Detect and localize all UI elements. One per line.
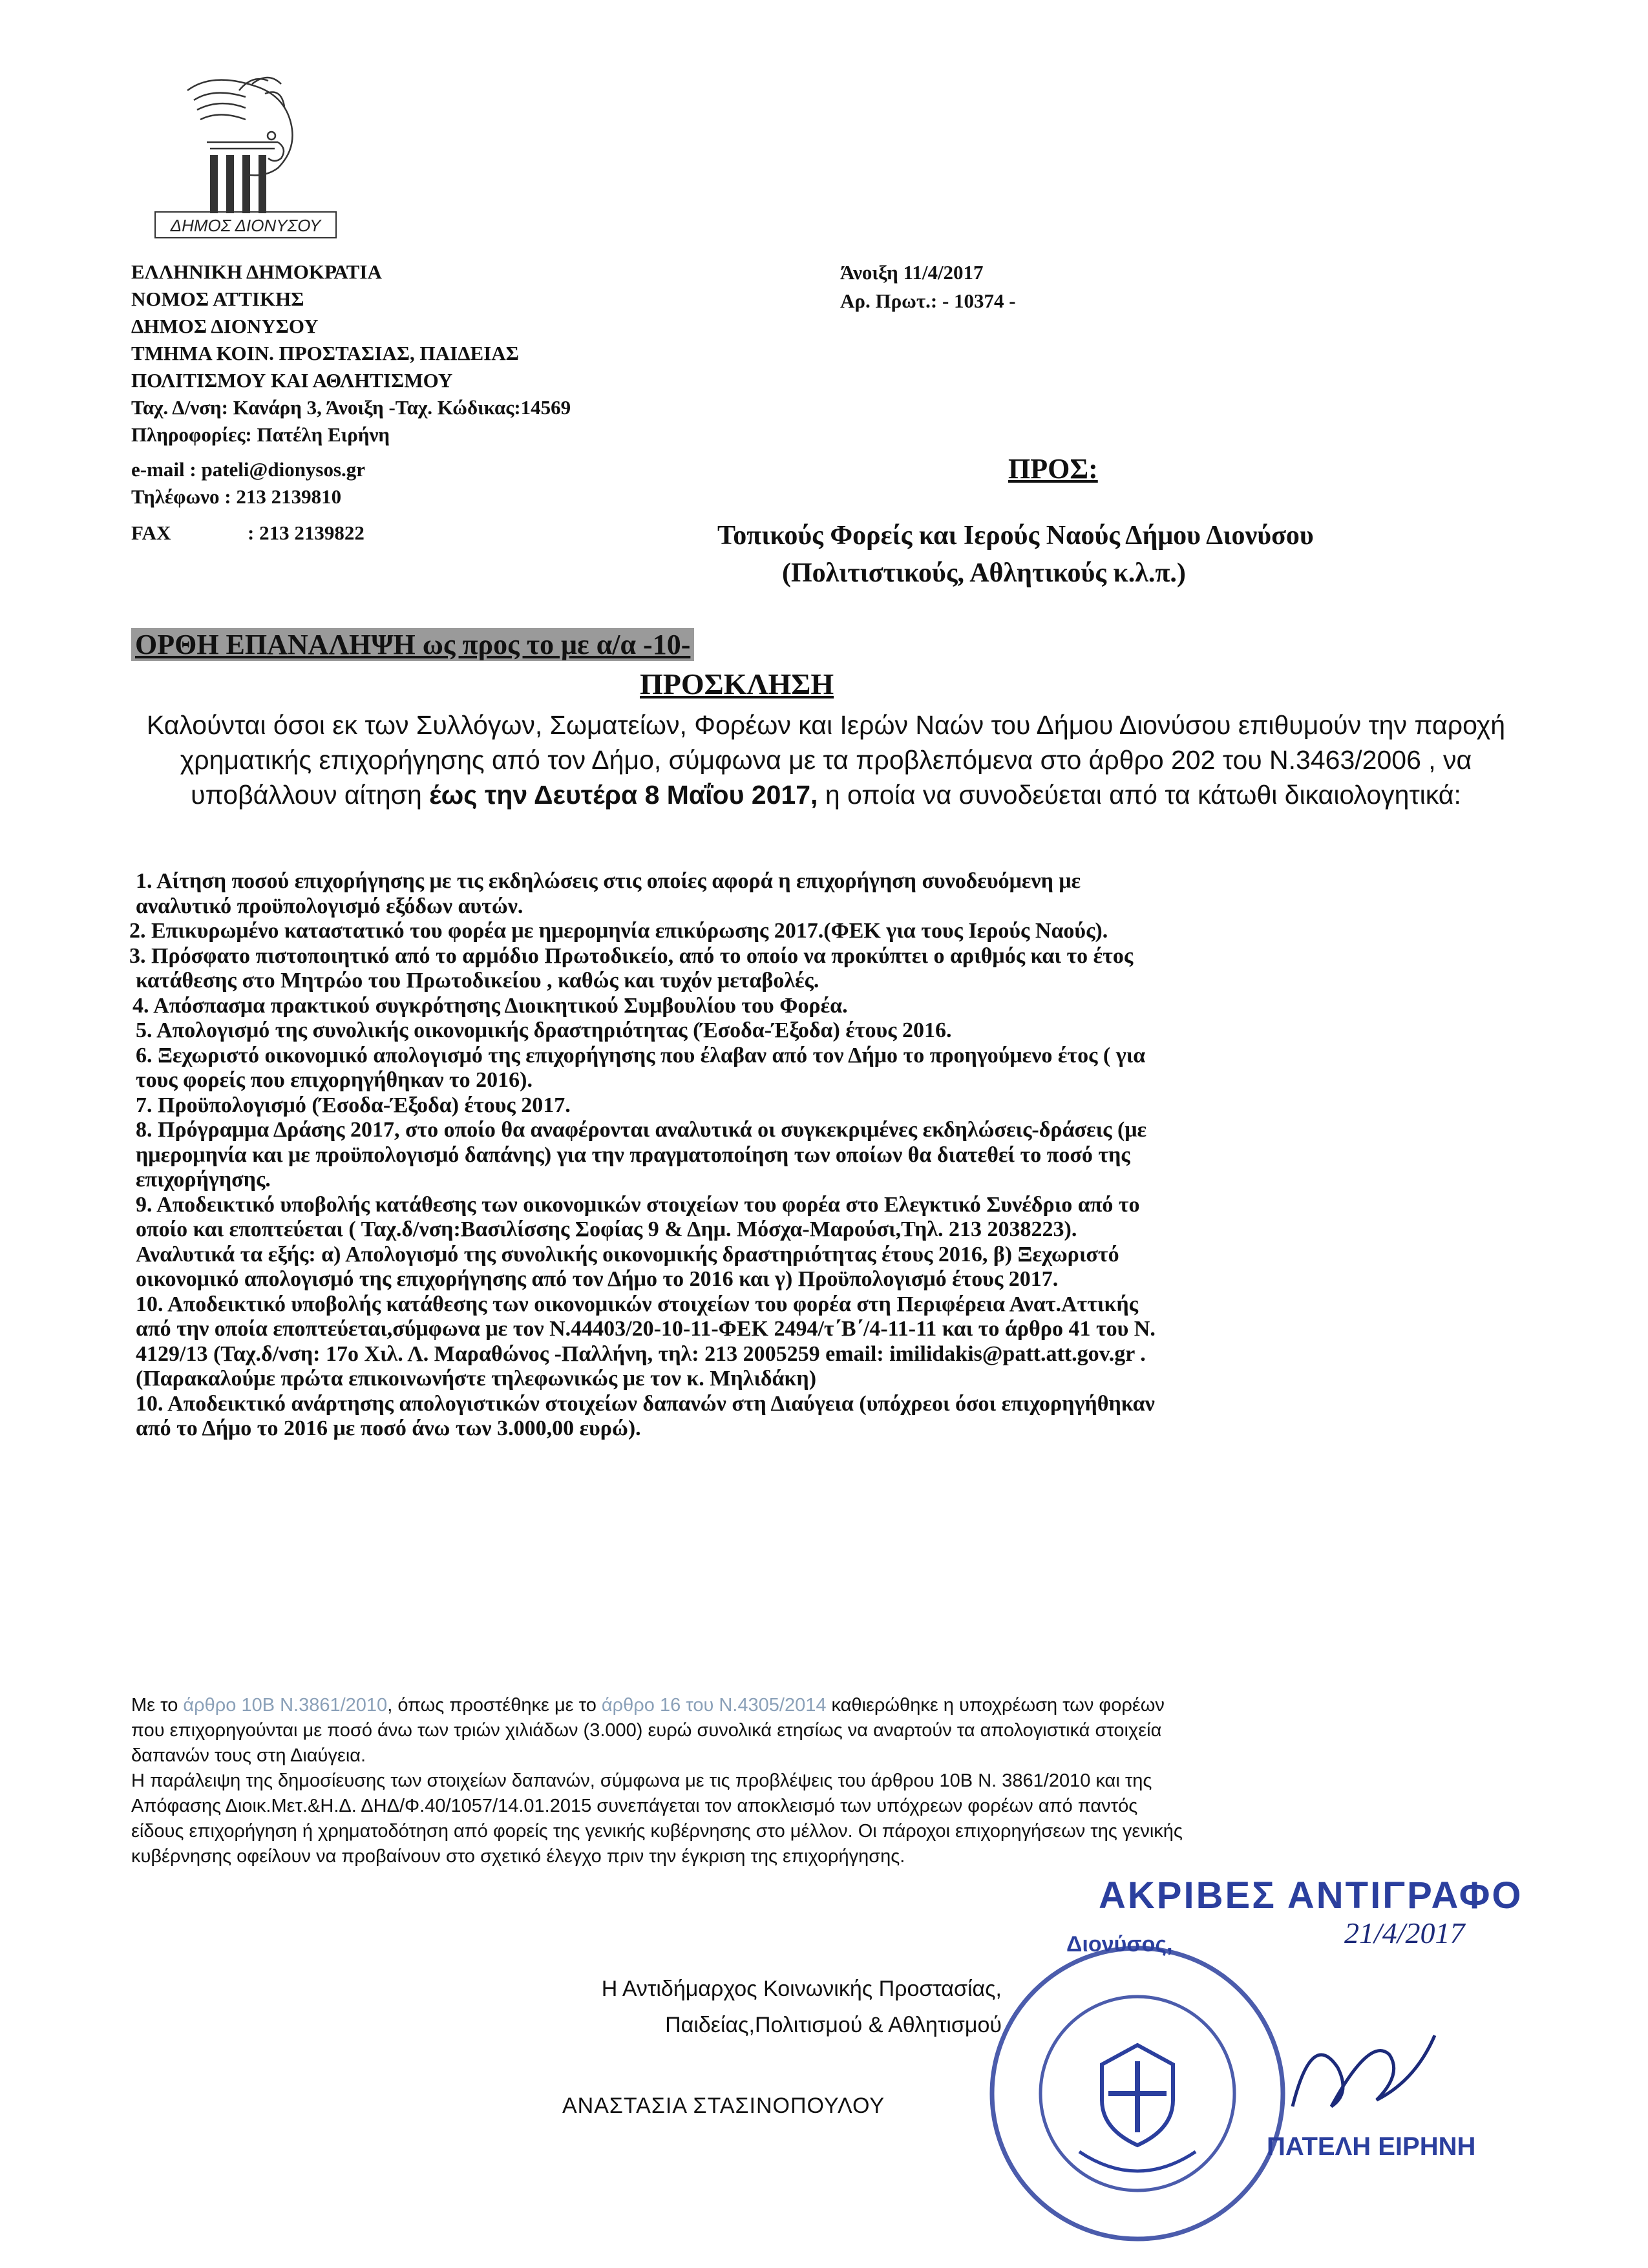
intro-paragraph: [131, 708, 1521, 812]
list-item: 10. Αποδεικτικό ανάρτησης απολογιστικών στοιχείων δαπανών στη Διαύγεια (υπόχρεοι όσοι επιχορηγήθηκαν: [136, 1391, 1155, 1416]
list-item: 9. Αποδεικτικό υποβολής κατάθεσης των οικονομικών στοιχείων του φορέα στο Ελεγκτικό Συνέδριο από το: [136, 1192, 1140, 1217]
official-seal: [982, 1938, 1293, 2249]
list-item: από την οποία εποπτεύεται,σύμφωνα με τον Ν.44403/20-10-11-ΦΕΚ 2494/τ΄Β΄/4-11-11 και το άρθρο 41 του Ν.: [136, 1317, 1156, 1341]
list-item: 10. Αποδεικτικό υποβολής κατάθεσης των οικονομικών στοιχείων του φορέα στη Περιφέρεια Ανατ.Αττικής: [136, 1292, 1138, 1316]
sender-line: ΤΜΗΜΑ ΚΟΙΝ. ΠΡΟΣΤΑΣΙΑΣ, ΠΑΙΔΕΙΑΣ: [131, 342, 519, 364]
list-item: 3. Πρόσφατο πιστοποιητικό από το αρμόδιο Πρωτοδικείο, από το οποίο να προκύπτει ο αριθμός και το έτος: [129, 943, 1134, 968]
list-item: 6. Ξεχωριστό οικονομικό απολογισμό της επιχορήγησης που έλαβαν από τον Δήμο το προηγούμενο έτος ( για: [136, 1043, 1146, 1067]
sender-block: [131, 258, 713, 547]
sender-line: ΕΛΛΗΝΙΚΗ ΔΗΜΟΚΡΑΤΙΑ: [131, 260, 382, 283]
sender-line: ΠΟΛΙΤΙΣΜΟΥ ΚΑΙ ΑΘΛΗΤΙΣΜΟΥ: [131, 369, 453, 392]
list-item: 2. Επικυρωμένο καταστατικό του φορέα με ημερομηνία επικύρωσης 2017.(ΦΕΚ για τους Ιερούς Ναούς).: [129, 919, 1108, 943]
recipient-line: (Πολιτιστικούς, Αθλητικούς κ.λ.π.): [782, 558, 1186, 588]
fax-label: FAX: [131, 521, 171, 544]
list-item: ημερομηνία και με προϋπολογισμό δαπάνης) για την πραγματοποίηση των οποίων θα διατεθεί το ποσό της: [136, 1142, 1130, 1167]
role-line: Η Αντιδήμαρχος Κοινωνικής Προστασίας,: [601, 1977, 1002, 2001]
municipality-logo: [149, 65, 343, 246]
sender-email: e-mail : pateli@dionysos.gr: [131, 458, 366, 481]
signatory-role: [602, 1971, 1002, 2043]
list-item: τους φορείς που επιχορηγήθηκαν το 2016).: [136, 1068, 533, 1092]
signatory-name: ΑΝΑΣΤΑΣΙΑ ΣΤΑΣΙΝΟΠΟΥΛΟΥ: [562, 2094, 885, 2118]
legal-notes: [131, 1693, 1521, 1869]
list-item: 8. Πρόγραμμα Δράσης 2017, στο οποίο θα αναφέρονται αναλυτικά οι συγκεκριμένες εκδηλώσεις-δράσεις (με: [136, 1118, 1147, 1142]
sender-contact: Πληροφορίες: Πατέλη Ειρήνη: [131, 423, 390, 446]
recipient-line: Τοπικούς Φορείς και Ιερούς Ναούς Δήμου Διονύσου: [717, 521, 1314, 551]
certified-copy-stamp: ΑΚΡΙΒΕΣ ΑΝΤΙΓΡΑΦΟ: [1099, 1874, 1523, 1916]
note-text: Με το: [131, 1695, 184, 1716]
list-item: 4129/13 (Ταχ.δ/νση: 17ο Χιλ. Λ. Μαραθώνος -Παλλήνη, τηλ: 213 2005259 email: imilidakis@patt.att.gov.gr .: [136, 1341, 1146, 1366]
sender-fax: [131, 520, 713, 547]
sender-address: Ταχ. Δ/νση: Κανάρη 3, Άνοιξη -Ταχ. Κώδικας:14569: [131, 396, 571, 419]
dionysus-head-icon: [149, 65, 343, 246]
protocol-number: Αρ. Πρωτ.: - 10374 -: [840, 289, 1016, 312]
correction-note: ΟΡΘΗ ΕΠΑΝΑΛΗΨΗ ως προς το με α/α -10-: [131, 628, 694, 661]
note-line: Η παράλειψη της δημοσίευσης των στοιχείων δαπανών, σύμφωνα με τις προβλέψεις του άρθρου 10Β Ν. 3861/2010 και της: [131, 1770, 1152, 1791]
list-item: 7. Προϋπολογισμό (Έσοδα-Έξοδα) έτους 2017.: [136, 1093, 571, 1117]
recipient-heading: ΠΡΟΣ:: [1008, 453, 1098, 485]
document-date: Άνοιξη 11/4/2017: [840, 261, 984, 284]
list-item: οικονομικό απολογισμό της επιχορήγησης από τον Δήμο το 2016 και γ) Προϋπολογισμό έτους 2017.: [136, 1267, 1059, 1291]
role-line: Παιδείας,Πολιτισμού & Αθλητισμού: [665, 2013, 1002, 2037]
date-protocol-block: [840, 258, 1016, 315]
note-line: δαπανών τους στη Διαύγεια.: [131, 1745, 366, 1766]
list-item: Αναλυτικά τα εξής: α) Απολογισμό της συνολικής οικονομικής δραστηριότητας έτους 2016, β) Ξεχωριστό: [136, 1242, 1119, 1266]
list-item: από το Δήμο το 2016 με ποσό άνω των 3.000,00 ευρώ).: [136, 1416, 641, 1440]
fax-value: : 213 2139822: [248, 521, 364, 544]
list-item: επιχορήγησης.: [136, 1168, 271, 1192]
intro-text: Καλούνται όσοι εκ των Συλλόγων, Σωματείων, Φορέων και Ιερών Ναών του Δήμου Διονύσου επιθυμούν την παροχή χρηματικής επιχορήγησης από τον Δήμο, σύμφωνα με τα προβλεπόμενα στο άρθρο 202 του Ν.3463/2006 , να υποβάλλουν αίτηση: [146, 710, 1506, 810]
note-text: , όπως προστέθηκε με το: [387, 1695, 602, 1716]
list-item: αναλυτικό προϋπολογισμό εξόδων αυτών.: [136, 894, 523, 918]
intro-text: η οποία να συνοδεύεται από τα κάτωθι δικαιολογητικά:: [818, 780, 1461, 810]
list-item: οποίο και εποπτεύεται ( Ταχ.δ/νση:Βασιλίσσης Σοφίας 9 & Δημ. Μόσχα-Μαρούσι,Τηλ. 213 2038223).: [136, 1217, 1077, 1241]
deadline-text: έως την Δευτέρα 8 Μαΐου 2017,: [429, 780, 818, 810]
law-reference-link[interactable]: άρθρο 10Β Ν.3861/2010: [183, 1695, 388, 1716]
signature-scribble: [1280, 2003, 1448, 2132]
note-text: καθιερώθηκε η υποχρέωση των φορέων: [826, 1695, 1165, 1716]
list-item: κατάθεσης στο Μητρώο του Πρωτοδικείου , καθώς και τυχόν μεταβολές.: [136, 969, 819, 992]
official-name-stamp: ΠΑΤΕΛΗ ΕΙΡΗΝΗ: [1267, 2132, 1476, 2161]
note-line: είδους επιχορήγηση ή χρηματοδότηση από φορείς της γενικής κυβέρνησης στο μέλλον. Οι πάροχοι επιχορηγήσεων της γενικής: [131, 1821, 1183, 1842]
list-item: (Παρακαλούμε πρώτα επικοινωνήστε τηλεφωνικώς με τον κ. Μηλιδάκη): [136, 1367, 817, 1391]
requirements-list: [129, 869, 1519, 1442]
list-item: 1. Αίτηση ποσού επιχορήγησης με τις εκδηλώσεις στις οποίες αφορά η επιχορήγηση συνοδευόμενη με: [136, 869, 1081, 893]
note-line: κυβέρνησης οφείλουν να προβαίνουν στο σχετικό έλεγχο πριν την έγκριση της επιχορήγησης.: [131, 1846, 905, 1867]
handwritten-date: 21/4/2017: [1344, 1916, 1465, 1949]
note-line: [131, 1693, 1521, 1718]
list-item: 4. Απόσπασμα πρακτικού συγκρότησης Διοικητικού Συμβουλίου του Φορέα.: [132, 993, 848, 1018]
sender-line: ΝΟΜΟΣ ΑΤΤΙΚΗΣ: [131, 288, 304, 310]
document-title: ΠΡΟΣΚΛΗΣΗ: [640, 667, 834, 700]
law-reference-link[interactable]: άρθρο 16 του Ν.4305/2014: [601, 1695, 827, 1716]
sender-line: ΔΗΜΟΣ ΔΙΟΝΥΣΟΥ: [131, 315, 319, 337]
logo-caption: ΔΗΜΟΣ ΔΙΟΝΥΣΟΥ: [170, 216, 321, 235]
recipient-block: [717, 517, 1493, 592]
stamp-place: Διονύσος,: [1066, 1932, 1173, 1957]
list-item: 5. Απολογισμό της συνολικής οικονομικής δραστηριότητας (Έσοδα-Έξοδα) έτους 2016.: [136, 1018, 952, 1042]
note-line: που επιχορηγούνται με ποσό άνω των τριών χιλιάδων (3.000) ευρώ συνολικά ετησίως να αναρτούν τα απολογιστικά στοιχεία: [131, 1720, 1162, 1741]
note-line: Απόφασης Διοικ.Μετ.&Η.Δ. ΔΗΔ/Φ.40/1057/14.01.2015 συνεπάγεται τον αποκλεισμό των υπόχρεων φορέων από παντός: [131, 1796, 1138, 1816]
sender-phone: Τηλέφωνο : 213 2139810: [131, 485, 342, 508]
